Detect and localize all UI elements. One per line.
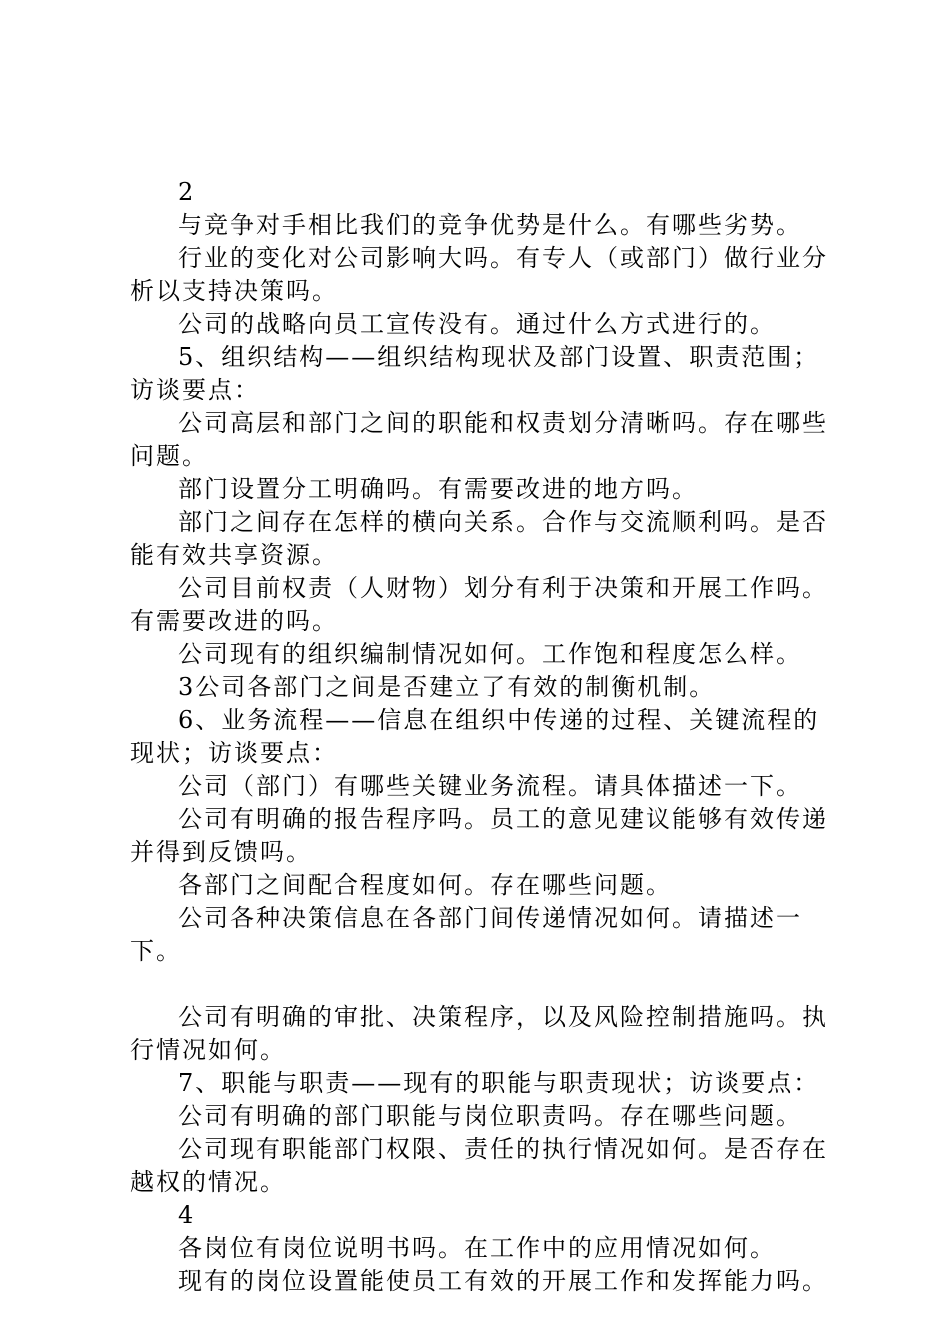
paragraph: 公司（部门）有哪些关键业务流程。请具体描述一下。 [178, 772, 802, 800]
paragraph: 公司有明确的部门职能与岗位职责吗。存在哪些问题。 [178, 1102, 802, 1130]
paragraph: 各部门之间配合程度如何。存在哪些问题。 [178, 871, 672, 899]
paragraph: 公司有明确的审批、决策程序，以及风险控制措施吗。执行情况如何。 [130, 1003, 828, 1064]
paragraph: 3公司各部门之间是否建立了有效的制衡机制。 [178, 673, 716, 701]
paragraph: 行业的变化对公司影响大吗。有专人（或部门）做行业分析以支持决策吗。 [130, 244, 828, 305]
paragraph: 部门设置分工明确吗。有需要改进的地方吗。 [178, 475, 698, 503]
section-heading: 5、组织结构——组织结构现状及部门设置、职责范围；访谈要点： [130, 343, 820, 404]
paragraph: 与竞争对手相比我们的竞争优势是什么。有哪些劣势。 [178, 211, 802, 239]
section-heading: 7、职能与职责——现有的职能与职责现状；访谈要点： [178, 1069, 820, 1097]
section-heading: 6、业务流程——信息在组织中传递的过程、关键流程的现状；访谈要点： [130, 706, 820, 767]
paragraph: 现有的岗位设置能使员工有效的开展工作和发挥能力吗。 [178, 1267, 828, 1295]
paragraph: 公司现有的组织编制情况如何。工作饱和程度怎么样。 [178, 640, 802, 668]
blank-line [130, 968, 842, 1001]
paragraph: 公司目前权责（人财物）划分有利于决策和开展工作吗。有需要改进的吗。 [130, 574, 828, 635]
document-body [130, 176, 842, 1298]
paragraph: 公司有明确的报告程序吗。员工的意见建议能够有效传递并得到反馈吗。 [130, 805, 828, 866]
paragraph: 部门之间存在怎样的横向关系。合作与交流顺利吗。是否能有效共享资源。 [130, 508, 828, 569]
page-number: 2 [178, 178, 196, 206]
paragraph: 公司现有职能部门权限、责任的执行情况如何。是否存在越权的情况。 [130, 1135, 828, 1196]
paragraph: 公司的战略向员工宣传没有。通过什么方式进行的。 [178, 310, 776, 338]
paragraph: 公司高层和部门之间的职能和权责划分清晰吗。存在哪些问题。 [130, 409, 828, 470]
paragraph: 公司各种决策信息在各部门间传递情况如何。请描述一下。 [130, 904, 802, 965]
page-number: 4 [178, 1201, 196, 1229]
paragraph: 各岗位有岗位说明书吗。在工作中的应用情况如何。 [178, 1234, 776, 1262]
